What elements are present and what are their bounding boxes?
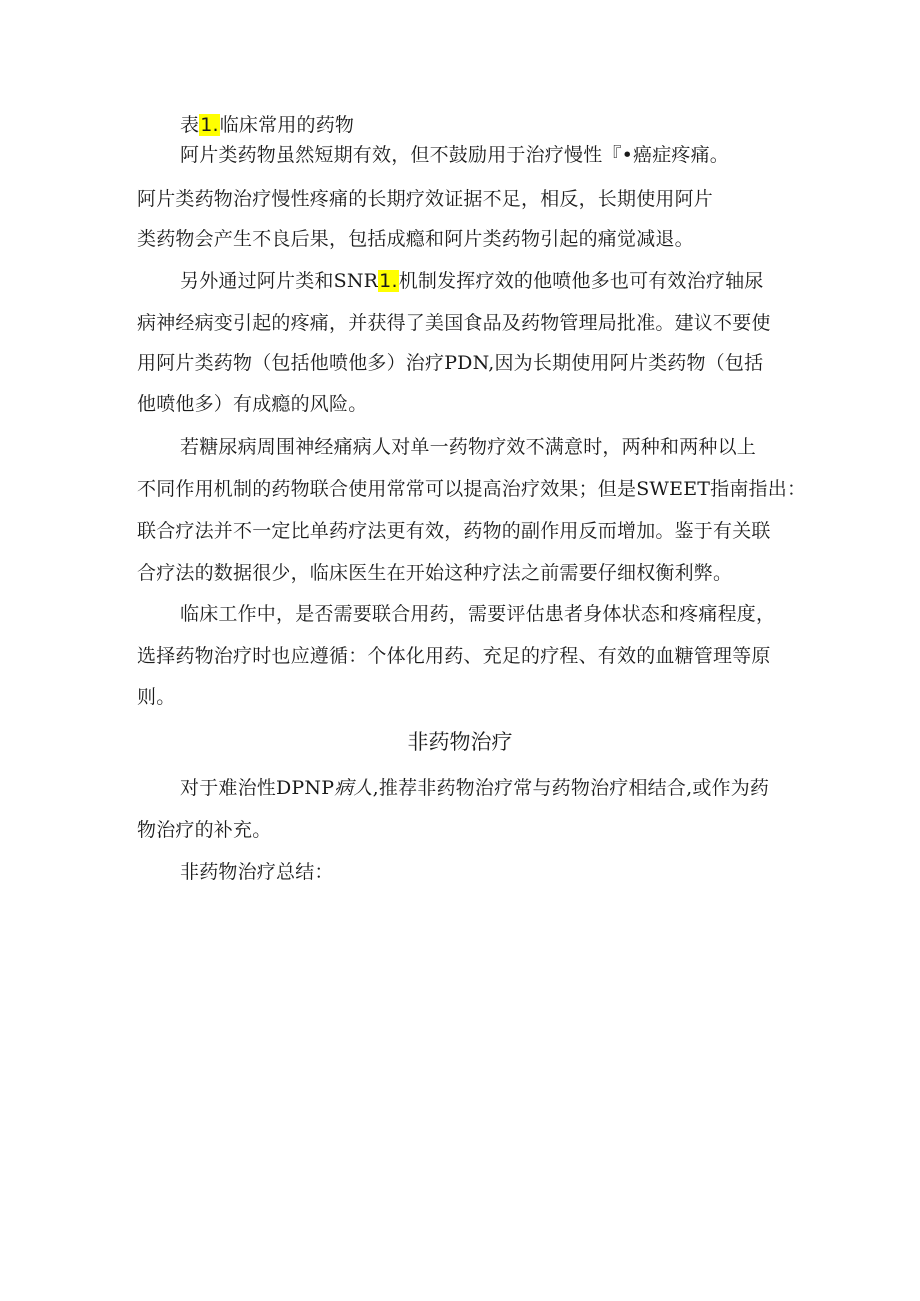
paragraph-clinical-line-2: 选择药物治疗时也应遵循：个体化用药、充足的疗程、有效的血糖管理等原 <box>137 645 771 667</box>
caption-number-highlight: 1. <box>200 114 219 136</box>
paragraph-tapentadol-line-2: 病神经病变引起的疼痛，并获得了美国食品及药物管理局批准。建议不要使 <box>137 312 771 334</box>
paragraph-clinical-line-1: 临床工作中，是否需要联合用药，需要评估患者身体状态和疼痛程度， <box>180 603 776 625</box>
paragraph-combination-line-1: 若糖尿病周围神经痛病人对单一药物疗效不满意时，两种和两种以上 <box>180 436 757 458</box>
non-drug-text-italic: 病人 <box>334 777 373 799</box>
paragraph-non-drug-line-2: 物治疗的补充。 <box>137 819 272 841</box>
paragraph-opioid-line-2: 阿片类药物治疗慢性疼痛的长期疗效证据不足，相反，长期使用阿片 <box>137 188 714 210</box>
tapentadol-text-b: 机制发挥疗效的他喷他多也可有效治疗轴尿 <box>398 270 764 292</box>
paragraph-clinical-line-3: 则。 <box>137 686 176 708</box>
tapentadol-text-a: 另外通过阿片类和SNR <box>180 270 379 292</box>
paragraph-opioid-line-3: 类药物会产生不良后果，包括成瘾和阿片类药物引起的痛觉减退。 <box>137 228 694 250</box>
paragraph-combination-line-4: 合疗法的数据很少，临床医生在开始这种疗法之前需要仔细权衡利弊。 <box>137 562 733 584</box>
non-drug-text-a: 对于难治性DPNP <box>180 777 335 799</box>
caption-text: 临床常用的药物 <box>219 114 355 136</box>
snri-highlight: 1. <box>379 270 398 292</box>
paragraph-combination-line-2: 不同作用机制的药物联合使用常常可以提高治疗效果；但是SWEET指南指出： <box>137 478 807 500</box>
paragraph-non-drug-line-1 <box>180 775 769 801</box>
paragraph-opioid-line-1: 阿片类药物虽然短期有效，但不鼓励用于治疗慢性『•癌症疼痛。 <box>180 144 730 166</box>
paragraph-tapentadol-line-1 <box>180 268 764 294</box>
caption-prefix: 表 <box>180 114 200 136</box>
paragraph-tapentadol-line-4: 他喷他多）有成瘾的风险。 <box>137 393 368 415</box>
paragraph-combination-line-3: 联合疗法并不一定比单药疗法更有效，药物的副作用反而增加。鉴于有关联 <box>137 520 771 542</box>
paragraph-summary-line-1: 非药物治疗总结： <box>180 861 334 883</box>
table-caption <box>180 112 354 138</box>
paragraph-tapentadol-line-3: 用阿片类药物（包括他喷他多）治疗PDN,因为长期使用阿片类药物（包括 <box>137 352 764 374</box>
section-heading-non-drug: 非药物治疗 <box>407 730 513 754</box>
non-drug-text-b: ,推荐非药物治疗常与药物治疗相结合,或作为药 <box>372 777 770 799</box>
